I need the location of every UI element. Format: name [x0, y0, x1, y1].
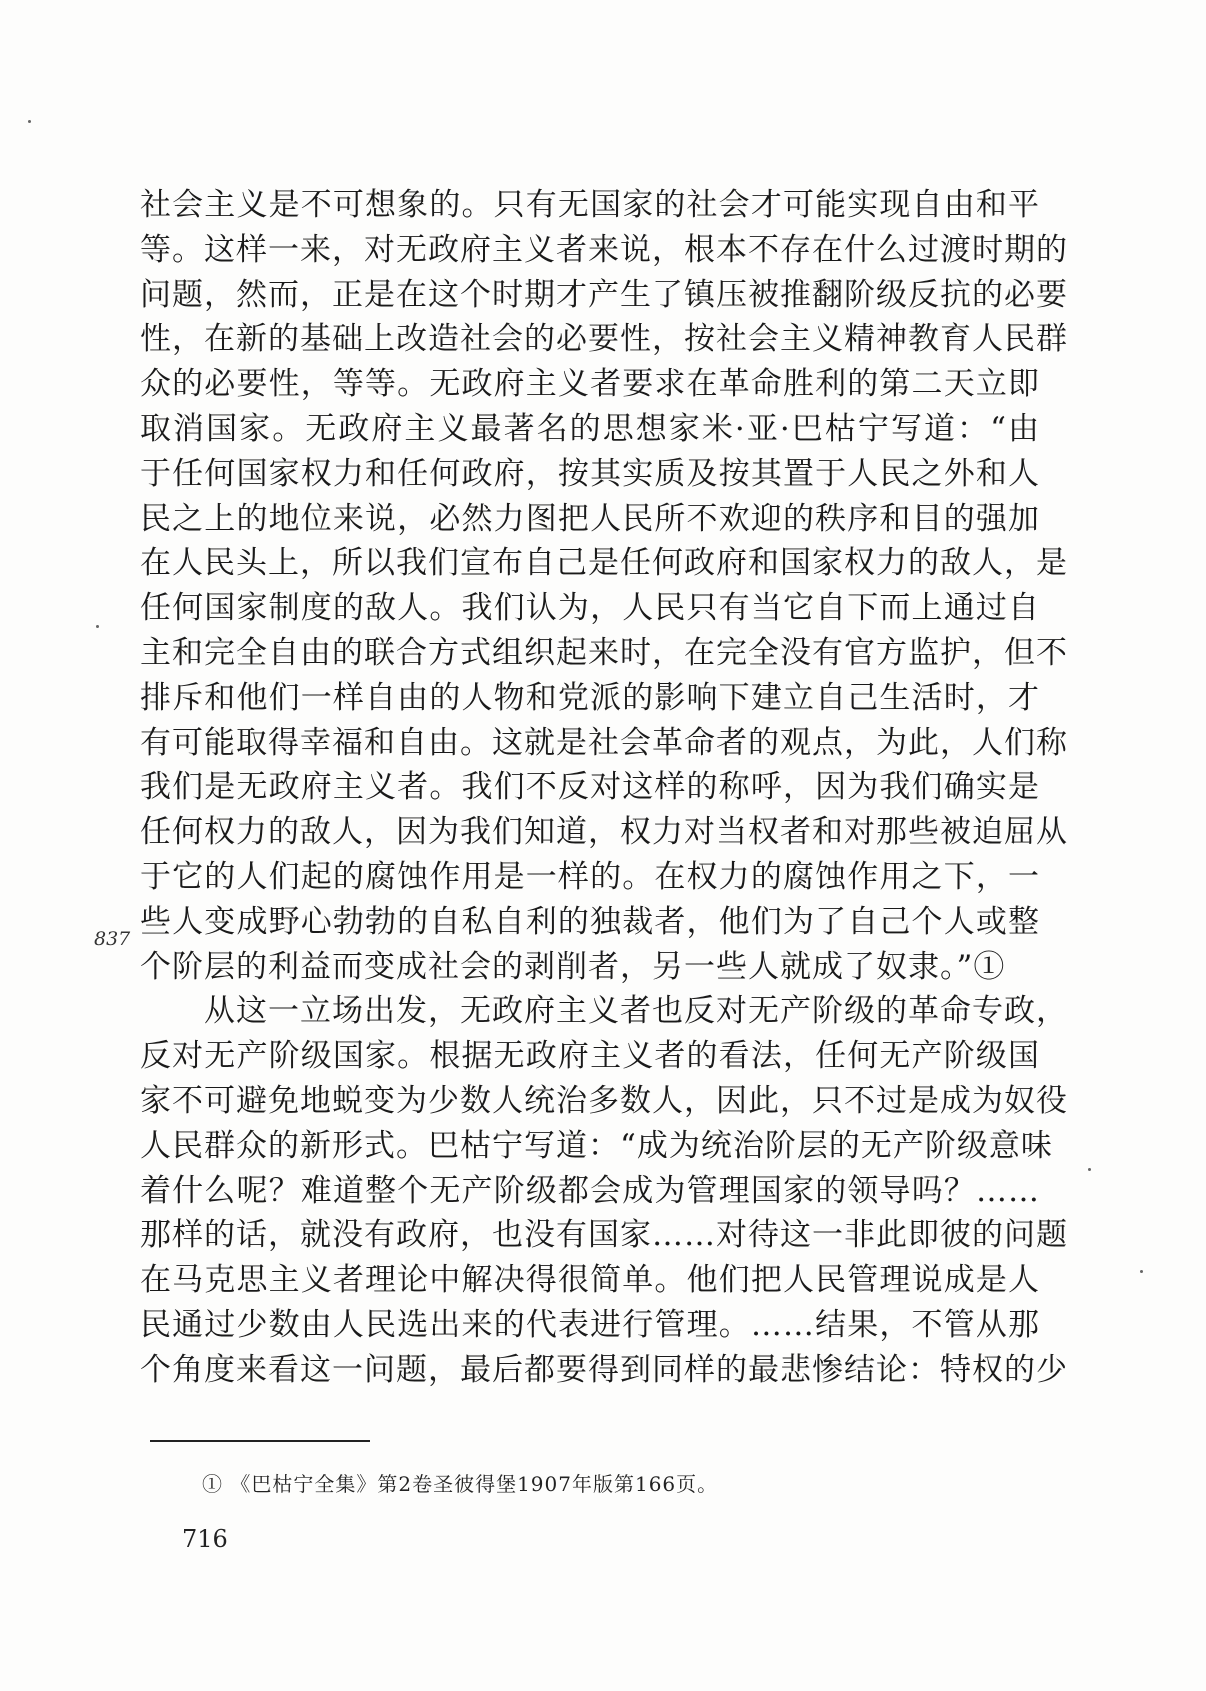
text-line: 于它的人们起的腐蚀作用是一样的。在权力的腐蚀作用之下，一: [140, 858, 1040, 895]
text-line: 在马克思主义者理论中解决得很简单。他们把人民管理说成是人: [140, 1262, 1040, 1299]
text-line: 人民群众的新形式。巴枯宁写道：“成为统治阶层的无产阶级意味: [140, 1127, 1053, 1164]
text-line: 那样的话，就没有政府，也没有国家……对待这一非此即彼的问题: [140, 1217, 1068, 1254]
text-line: 些人变成野心勃勃的自私自利的独裁者，他们为了自己个人或整: [140, 903, 1040, 940]
text-line: 主和完全自由的联合方式组织起来时，在完全没有官方监护，但不: [140, 634, 1068, 671]
margin-page-reference: 837: [94, 928, 131, 950]
text-line: 个角度来看这一问题，最后都要得到同样的最悲惨结论：特权的少: [140, 1351, 1068, 1388]
text-line: 民通过少数由人民选出来的代表进行管理。……结果，不管从那: [140, 1306, 1040, 1343]
scan-speck: [96, 625, 99, 628]
text-line: 排斥和他们一样自由的人物和党派的影响下建立自己生活时，才: [140, 679, 1040, 716]
text-line: 性，在新的基础上改造社会的必要性，按社会主义精神教育人民群: [140, 321, 1068, 358]
text-line: 我们是无政府主义者。我们不反对这样的称呼，因为我们确实是: [140, 769, 1040, 806]
text-line: 着什么呢？难道整个无产阶级都会成为管理国家的领导吗？……: [140, 1172, 1040, 1209]
text-line: 问题，然而，正是在这个时期才产生了镇压被推翻阶级反抗的必要: [140, 276, 1068, 313]
scan-speck: [1088, 1168, 1091, 1171]
text-line: 个阶层的利益而变成社会的剥削者，另一些人就成了奴隶。”①: [140, 948, 1006, 985]
text-line: 任何权力的敌人，因为我们知道，权力对当权者和对那些被迫屈从: [140, 814, 1068, 851]
body-text: [140, 183, 1068, 1393]
text-line: 众的必要性，等等。无政府主义者要求在革命胜利的第二天立即: [140, 366, 1040, 403]
text-line: 反对无产阶级国家。根据无政府主义者的看法，任何无产阶级国: [140, 1038, 1040, 1075]
text-line: 家不可避免地蜕变为少数人统治多数人，因此，只不过是成为奴役: [140, 1082, 1068, 1119]
text-line: 在人民头上，所以我们宣布自己是任何政府和国家权力的敌人，是: [140, 545, 1068, 582]
footnote: ① 《巴枯宁全集》第2卷圣彼得堡1907年版第166页。: [202, 1472, 719, 1496]
page-number: 716: [182, 1525, 228, 1553]
text-line: 于任何国家权力和任何政府，按其实质及按其置于人民之外和人: [140, 455, 1040, 492]
footnote-rule: [150, 1440, 370, 1442]
text-line: 任何国家制度的敌人。我们认为，人民只有当它自下而上通过自: [140, 590, 1040, 627]
text-line: 社会主义是不可想象的。只有无国家的社会才可能实现自由和平: [140, 187, 1040, 223]
text-line: 有可能取得幸福和自由。这就是社会革命者的观点，为此，人们称: [140, 724, 1068, 761]
text-line: 民之上的地位来说，必然力图把人民所不欢迎的秩序和目的强加: [140, 500, 1040, 537]
text-line: 等。这样一来，对无政府主义者来说，根本不存在什么过渡时期的: [140, 231, 1068, 268]
scan-speck: [1140, 1270, 1143, 1273]
scan-speck: [28, 120, 31, 123]
text-line: 取消国家。无政府主义最著名的思想家米·亚·巴枯宁写道：“由: [140, 410, 1040, 447]
text-line: 从这一立场出发，无政府主义者也反对无产阶级的革命专政，: [204, 993, 1068, 1030]
